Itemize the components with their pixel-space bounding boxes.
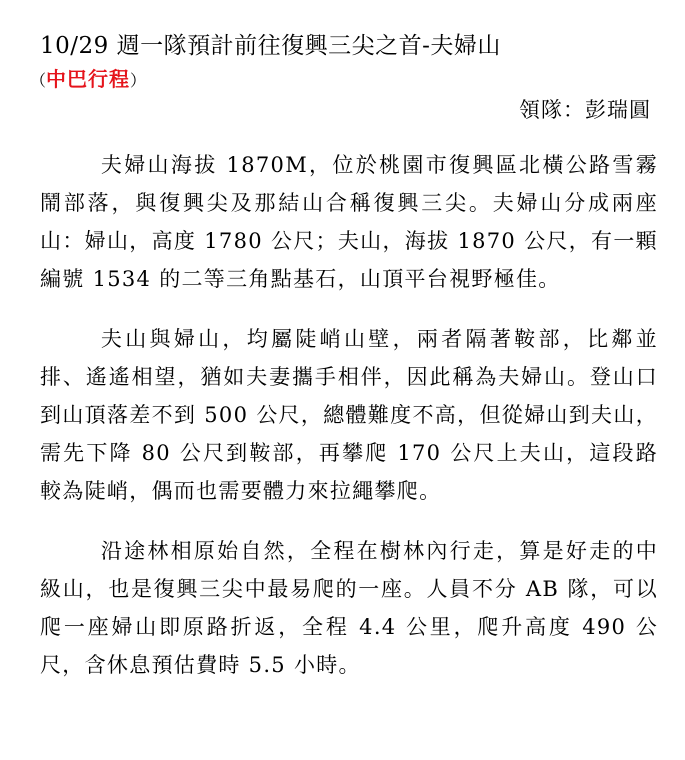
subtitle-open-paren: （ xyxy=(30,71,47,90)
team-leader: 領隊：彭瑞圓 xyxy=(519,98,651,122)
subtitle-text: 中巴行程 xyxy=(46,67,131,91)
paragraph-intro: 夫婦山海拔 1870M，位於桃園市復興區北橫公路雪霧鬧部落，與復興尖及那結山合稱復興三尖。夫婦山分成兩座山：婦山，高度 1780 公尺；夫山，海拔 1870 公尺，有一顆編號 1534 的二等三角點基石，山頂平台視野極佳。 xyxy=(40,153,658,291)
document-body xyxy=(40,146,658,706)
subtitle-close-paren: ） xyxy=(130,71,147,90)
document-title: 10/29 週一隊預計前往復興三尖之首-夫婦山 xyxy=(40,33,501,59)
trip-type-label xyxy=(30,66,146,94)
paragraph-terrain: 夫山與婦山，均屬陡峭山壁，兩者隔著鞍部，比鄰並排、遙遙相望，猶如夫妻攜手相伴，因此稱為夫婦山。登山口到山頂落差不到 500 公尺，總體難度不高，但從婦山到夫山，需先下降 80 公尺到鞍部，再攀爬 170 公尺上夫山，這段路較為陡峭，偶而也需要體力來拉繩攀爬。 xyxy=(40,327,658,503)
paragraph-route: 沿途林相原始自然，全程在樹林內行走，算是好走的中級山，也是復興三尖中最易爬的一座。人員不分 AB 隊，可以爬一座婦山即原路折返，全程 4.4 公里，爬升高度 490 公尺，含休息預估費時 5.5 小時。 xyxy=(40,539,658,677)
